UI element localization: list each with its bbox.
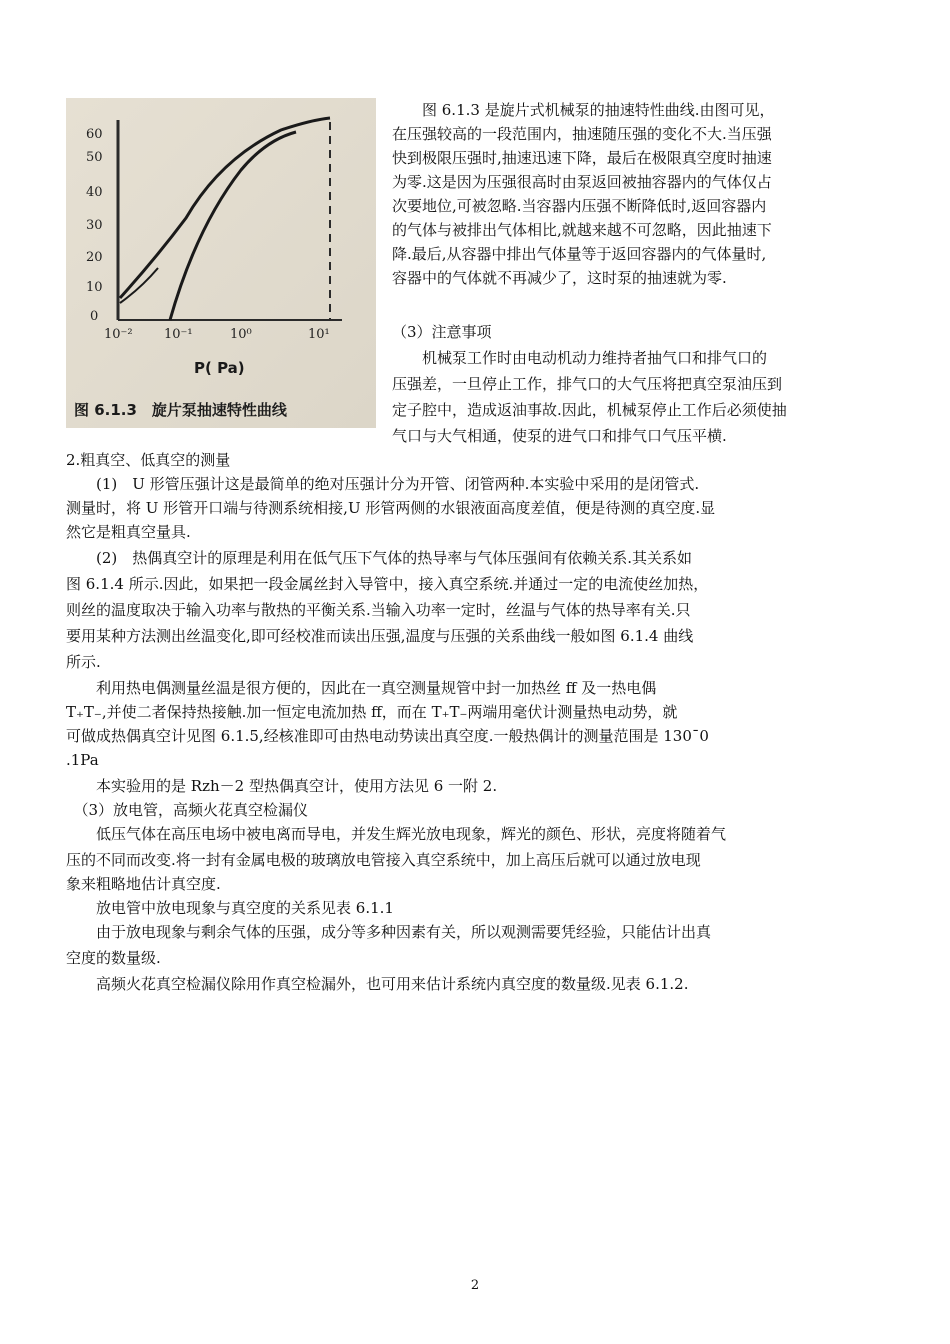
text-line: 然它是粗真空量具. xyxy=(66,523,191,541)
text-line: 次要地位,可被忽略.当容器内压强不断降低时,返回容器内 xyxy=(392,197,767,215)
figure-6-1-3 xyxy=(66,98,376,428)
text-line: T₊T₋,并使二者保持热接触.加一恒定电流加热 ff，而在 T₊T₋两端用毫伏计测量热电动势，就 xyxy=(66,703,678,721)
section-heading: 2.粗真空、低真空的测量 xyxy=(66,451,231,469)
text-line: 压强差，一旦停止工作，排气口的大气压将把真空泵油压到 xyxy=(392,375,783,393)
y-tick-label: 40 xyxy=(86,185,103,200)
y-tick-label: 60 xyxy=(86,127,103,142)
text-line: 降.最后,从容器中排出气体量等于返回容器内的气体量时, xyxy=(392,245,767,263)
x-tick-label: 10¹ xyxy=(308,327,330,342)
text-line: 要用某种方法测出丝温变化,即可经校准而读出压强,温度与压强的关系曲线一般如图 6.1.4 曲线 xyxy=(66,627,694,645)
text-line: 象来粗略地估计真空度. xyxy=(66,875,221,893)
text-line: 高频火花真空检漏仪除用作真空检漏外，也可用来估计系统内真空度的数量级.见表 6.1.2. xyxy=(66,975,689,993)
text-line: 利用热电偶测量丝温是很方便的，因此在一真空测量规管中封一加热丝 ff 及一热电偶 xyxy=(66,679,657,697)
text-line: 压的不同而改变.将一封有金属电极的玻璃放电管接入真空系统中，加上高压后就可以通过放电现 xyxy=(66,851,701,869)
text-line: 测量时，将 U 形管开口端与待测系统相接,U 形管两侧的水银液面高度差值，便是待测的真空度.显 xyxy=(66,499,716,517)
figure-caption: 图 6.1.3 旋片泵抽速特性曲线 xyxy=(74,401,287,419)
text-line: 气口与大气相通，使泵的进气口和排气口气压平横. xyxy=(392,427,727,445)
text-line: 低压气体在高压电场中被电离而导电，并发生辉光放电现象，辉光的颜色、形状，亮度将随着气 xyxy=(66,825,727,843)
text-line: 图 6.1.3 是旋片式机械泵的抽速特性曲线.由图可见， xyxy=(392,101,775,119)
y-tick-label: 0 xyxy=(90,309,99,324)
x-axis-label: P( Pa) xyxy=(194,359,245,377)
text-line: (2) 热偶真空计的原理是利用在低气压下气体的热导率与气体压强间有依赖关系.其关系如 xyxy=(66,549,693,567)
text-line: 本实验用的是 Rzh－2 型热偶真空计，使用方法见 6 一附 2. xyxy=(66,777,498,795)
text-line: 则丝的温度取决于输入功率与散热的平衡关系.当输入功率一定时，丝温与气体的热导率有关.只 xyxy=(66,601,691,619)
y-tick-label: 20 xyxy=(86,250,103,265)
text-line: 的气体与被排出气体相比,就越来越不可忽略，因此抽速下 xyxy=(392,221,772,239)
y-tick-label: 50 xyxy=(86,150,103,165)
text-line: 由于放电现象与剩余气体的压强，成分等多种因素有关，所以观测需要凭经验，只能估计出真 xyxy=(66,923,712,941)
y-tick-label: 30 xyxy=(86,218,103,233)
text-line: 在压强较高的一段范围内，抽速随压强的变化不大.当压强 xyxy=(392,125,772,143)
text-line: 空度的数量级. xyxy=(66,949,161,967)
text-line: 图 6.1.4 所示.因此，如果把一段金属丝封入导管中，接入真空系统.并通过一定的电流使丝加热， xyxy=(66,575,709,593)
text-line: 定子腔中，造成返油事故.因此，机械泵停止工作后必须使抽 xyxy=(392,401,787,419)
text-line: 快到极限压强时,抽速迅速下降，最后在极限真空度时抽速 xyxy=(392,149,772,167)
x-tick-label: 10⁻¹ xyxy=(164,327,193,342)
text-line: 放电管中放电现象与真空度的关系见表 6.1.1 xyxy=(66,899,394,917)
text-line: 为零.这是因为压强很高时由泵返回被抽容器内的气体仅占 xyxy=(392,173,772,191)
x-tick-label: 10⁻² xyxy=(104,327,133,342)
page-number: 2 xyxy=(470,1278,480,1293)
y-tick-label: 10 xyxy=(86,280,103,295)
x-tick-label: 10⁰ xyxy=(230,327,252,342)
section-heading: （3）注意事项 xyxy=(392,323,492,341)
text-line: (1) U 形管压强计这是最简单的绝对压强计分为开管、闭管两种.本实验中采用的是闭管式. xyxy=(66,475,700,493)
text-line: 容器中的气体就不再减少了，这时泵的抽速就为零. xyxy=(392,269,727,287)
text-line: 所示. xyxy=(66,653,101,671)
pump-speed-chart xyxy=(66,98,376,428)
text-line: 可做成热偶真空计见图 6.1.5,经核准即可由热电动势读出真空度.一般热偶计的测量范围是 130¯0 xyxy=(66,727,709,745)
section-heading: （3）放电管，高频火花真空检漏仪 xyxy=(66,801,309,819)
text-line: 机械泵工作时由电动机动力维持者抽气口和排气口的 xyxy=(392,349,768,367)
text-line: .1Pa xyxy=(66,751,99,769)
